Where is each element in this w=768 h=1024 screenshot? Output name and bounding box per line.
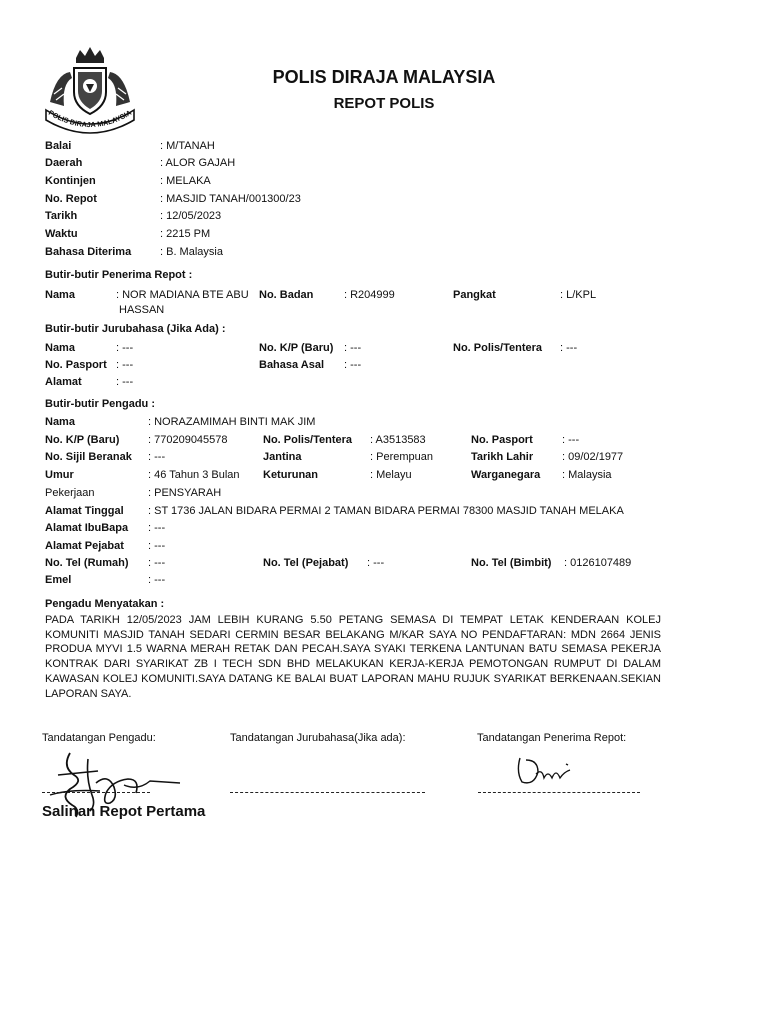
daerah-label: Daerah bbox=[45, 157, 83, 169]
pengadu-warga-label: Warganegara bbox=[471, 469, 541, 481]
pengadu-bimbit-label: No. Tel (Bimbit) bbox=[471, 557, 552, 569]
pengadu-umur-value: : 46 Tahun 3 Bulan bbox=[148, 469, 240, 481]
no-repot-value: : MASJID TANAH/001300/23 bbox=[160, 193, 301, 205]
jurubahasa-alamat-label: Alamat bbox=[45, 376, 82, 388]
pengadu-rumah-label: No. Tel (Rumah) bbox=[45, 557, 129, 569]
waktu-label: Waktu bbox=[45, 228, 78, 240]
jurubahasa-heading: Butir-butir Jurubahasa (Jika Ada) : bbox=[45, 323, 226, 335]
pengadu-telpej-value: : --- bbox=[367, 557, 385, 569]
pengadu-sijil-label: No. Sijil Beranak bbox=[45, 451, 132, 463]
waktu-value: : 2215 PM bbox=[160, 228, 211, 240]
penerima-nama-label: Nama bbox=[45, 289, 75, 301]
kontinjen-value: : MELAKA bbox=[160, 175, 211, 187]
penerima-signature-mark bbox=[512, 752, 582, 788]
pengadu-telpej-label: No. Tel (Pejabat) bbox=[263, 557, 349, 569]
pengadu-emel-value: : --- bbox=[148, 574, 166, 586]
pengadu-umur-label: Umur bbox=[45, 469, 74, 481]
no-repot-label: No. Repot bbox=[45, 193, 97, 205]
balai-label: Balai bbox=[45, 140, 72, 152]
bahasa-label: Bahasa Diterima bbox=[45, 246, 132, 258]
penerima-badan-value: : R204999 bbox=[344, 289, 395, 301]
pengadu-polis-value: : A3513583 bbox=[370, 434, 426, 446]
footer-copy-label: Salinan Repot Pertama bbox=[42, 803, 206, 820]
pengadu-emel-label: Emel bbox=[45, 574, 72, 586]
jurubahasa-asal-value: : --- bbox=[344, 359, 362, 371]
statement-text: PADA TARIKH 12/05/2023 JAM LEBIH KURANG 5.50 PETANG SEMASA DI TEMPAT LETAK KENDERAAN KOLEJ KOMUNITI MASJID TANAH SEDARI CERMIN BESAR BELAKANG M/KAR SAYA NO PENDAFTARAN: MDN 2664 JENIS PRODUA MYVI 1.5 WARNA MERAH RETAK DAN PECAH.SAYA SYAKI TERKENA LANTUNAN BATU SEMASA PEKERJA KONTRAK DARI SYARIKAT ZB I TECH SDN BHD MELAKUKAN KERJA-KERJA PEMOTONGAN RUMPUT DI DALAM KAWASAN KOLEJ KOMUNITI.SAYA DATANG KE BALAI BUAT LAPORAN MAHU RUJUK SYARIKAT BERKENAAN.SEKIAN LAPORAN SAYA. bbox=[45, 614, 661, 700]
pengadu-kerja-label: Pekerjaan bbox=[45, 487, 95, 499]
pengadu-warga-value: : Malaysia bbox=[562, 469, 612, 481]
signature-jurubahasa-label: Tandatangan Jurubahasa(Jika ada): bbox=[230, 732, 406, 744]
pengadu-pasport-value: : --- bbox=[562, 434, 580, 446]
pengadu-heading: Butir-butir Pengadu : bbox=[45, 398, 155, 410]
jurubahasa-asal-label: Bahasa Asal bbox=[259, 359, 325, 371]
jurubahasa-nama-value: : --- bbox=[116, 342, 134, 354]
penerima-nama-value: : NOR MADIANA BTE ABU bbox=[116, 289, 249, 301]
pengadu-pasport-label: No. Pasport bbox=[471, 434, 533, 446]
pengadu-lahir-label: Tarikh Lahir bbox=[471, 451, 534, 463]
pengadu-ibubapa-value: : --- bbox=[148, 522, 166, 534]
tarikh-value: : 12/05/2023 bbox=[160, 210, 222, 222]
penerima-nama-value-line2: HASSAN bbox=[119, 304, 165, 316]
jurubahasa-kp-value: : --- bbox=[344, 342, 362, 354]
pengadu-rumah-value: : --- bbox=[148, 557, 166, 569]
penerima-pangkat-value: : L/KPL bbox=[560, 289, 597, 301]
pengadu-jantina-value: : Perempuan bbox=[370, 451, 433, 463]
pengadu-pejabat-value: : --- bbox=[148, 540, 166, 552]
pengadu-bimbit-value: : 0126107489 bbox=[564, 557, 632, 569]
jurubahasa-pasport-value: : --- bbox=[116, 359, 134, 371]
pengadu-jantina-label: Jantina bbox=[263, 451, 302, 463]
jurubahasa-alamat-value: : --- bbox=[116, 376, 134, 388]
jurubahasa-polis-label: No. Polis/Tentera bbox=[453, 342, 543, 354]
signature-jurubahasa-line bbox=[230, 792, 425, 793]
signature-pengadu-label: Tandatangan Pengadu: bbox=[42, 732, 156, 744]
pengadu-kerja-value: : PENSYARAH bbox=[148, 487, 222, 499]
penerima-pangkat-label: Pangkat bbox=[453, 289, 496, 301]
kontinjen-label: Kontinjen bbox=[45, 175, 96, 187]
pengadu-polis-label: No. Polis/Tentera bbox=[263, 434, 353, 446]
jurubahasa-nama-label: Nama bbox=[45, 342, 75, 354]
pengadu-kp-value: : 770209045578 bbox=[148, 434, 228, 446]
pengadu-lahir-value: : 09/02/1977 bbox=[562, 451, 624, 463]
page-title: POLIS DIRAJA MALAYSIA bbox=[272, 67, 496, 87]
jurubahasa-kp-label: No. K/P (Baru) bbox=[259, 342, 334, 354]
page-subtitle: REPOT POLIS bbox=[333, 95, 435, 112]
statement-heading: Pengadu Menyatakan : bbox=[45, 598, 165, 610]
jurubahasa-polis-value: : --- bbox=[560, 342, 578, 354]
pengadu-nama-value: : NORAZAMIMAH BINTI MAK JIM bbox=[148, 416, 316, 428]
jurubahasa-pasport-label: No. Pasport bbox=[45, 359, 107, 371]
signature-penerima-line bbox=[478, 792, 640, 793]
signature-pengadu-line bbox=[42, 792, 150, 793]
pengadu-sijil-value: : --- bbox=[148, 451, 166, 463]
penerima-heading: Butir-butir Penerima Repot : bbox=[45, 269, 193, 281]
pengadu-nama-label: Nama bbox=[45, 416, 75, 428]
pengadu-kp-label: No. K/P (Baru) bbox=[45, 434, 120, 446]
daerah-value: : ALOR GAJAH bbox=[160, 157, 236, 169]
pengadu-tinggal-label: Alamat Tinggal bbox=[45, 505, 124, 517]
pengadu-ibubapa-label: Alamat IbuBapa bbox=[45, 522, 129, 534]
pengadu-pejabat-label: Alamat Pejabat bbox=[45, 540, 124, 552]
police-crest-logo bbox=[42, 44, 138, 136]
tarikh-label: Tarikh bbox=[45, 210, 78, 222]
balai-value: : M/TANAH bbox=[160, 140, 215, 152]
pengadu-tinggal-value: : ST 1736 JALAN BIDARA PERMAI 2 TAMAN BIDARA PERMAI 78300 MASJID TANAH MELAKA bbox=[148, 505, 624, 517]
signature-penerima-label: Tandatangan Penerima Repot: bbox=[477, 732, 627, 744]
bahasa-value: : B. Malaysia bbox=[160, 246, 223, 258]
crest-ring-text: POLIS DIRAJA MALAYSIA bbox=[47, 108, 133, 130]
penerima-badan-label: No. Badan bbox=[259, 289, 314, 301]
pengadu-keturunan-value: : Melayu bbox=[370, 469, 412, 481]
pengadu-keturunan-label: Keturunan bbox=[263, 469, 318, 481]
